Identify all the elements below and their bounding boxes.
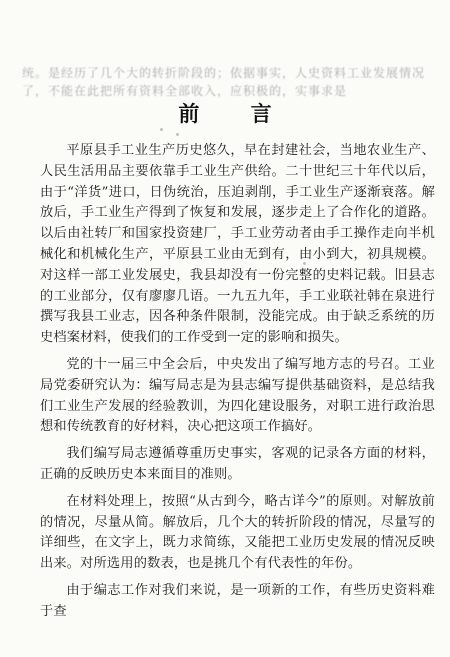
paragraph-3: 我们编写局志遵循尊重历史事实，客观的记录各方面的材料，正确的反映历史本来面目的准则。 <box>40 446 435 482</box>
bleed-through-line: 了，不能在此把所有资料全部收入，应积极的，实事求是 <box>22 84 348 98</box>
document-body <box>40 141 435 627</box>
paragraph-4: 在材料处理上，按照“从古到今，略古详今”的原则。对解放前的情况，尽量从简。解放后，几个大的转折阶段的情况，尽量写的详细些，在文字上，既力求简练，又能把工业历史发展的情况反映出来。对所选用的数表，也是挑几个有代表性的年份。 <box>40 493 435 572</box>
bleed-through-line: 统。是经历了几个大的转折阶段的；依据事实，人史资料工业发展情况 <box>22 66 426 80</box>
paragraph-5: 由于编志工作对我们来说，是一项新的工作，有些历史资料难于查 <box>40 582 435 619</box>
scan-speck <box>176 133 179 136</box>
scan-speck <box>160 128 163 131</box>
paragraph-1: 平原县手工业生产历史悠久，早在封建社会，当地农业生产、人民生活用品主要依靠手工业生产供给。二十世纪三十年代以后，由于“洋货”进口，日伪统治，压迫剥削，手工业生产逐渐衰落。解放后，手工业生产得到了恢复和发展，逐步走上了合作化的道路。以后由社转厂和国家投资建厂，手工业劳动者由手工操作走向半机械化和机械化生产，平原县工业由无到有，由小到大，初具规模。对这样一部工业发展史，我县却没有一份完整的史料记载。旧县志的工业部分，仅有廖廖几语。一九五九年，手工业联社韩在泉进行撰写我县工业志，因各种条件限制，没能完成。由于缺乏系统的历史档案材料，使我们的工作受到一定的影响和损失。 <box>40 143 435 346</box>
page-title: 前 言 <box>178 101 294 126</box>
paragraph-2: 党的十一届三中全会后，中央发出了编写地方志的号召。工业局党委研究认为：编写局志是为县志编写提供基础资料，是总结我们工业生产发展的经验教训，为四化建设服务，对职工进行政治思想和传统教育的好材料，决心把这项工作搞好。 <box>40 356 435 435</box>
scan-speck <box>303 262 306 265</box>
bleed-through-text <box>0 60 450 100</box>
